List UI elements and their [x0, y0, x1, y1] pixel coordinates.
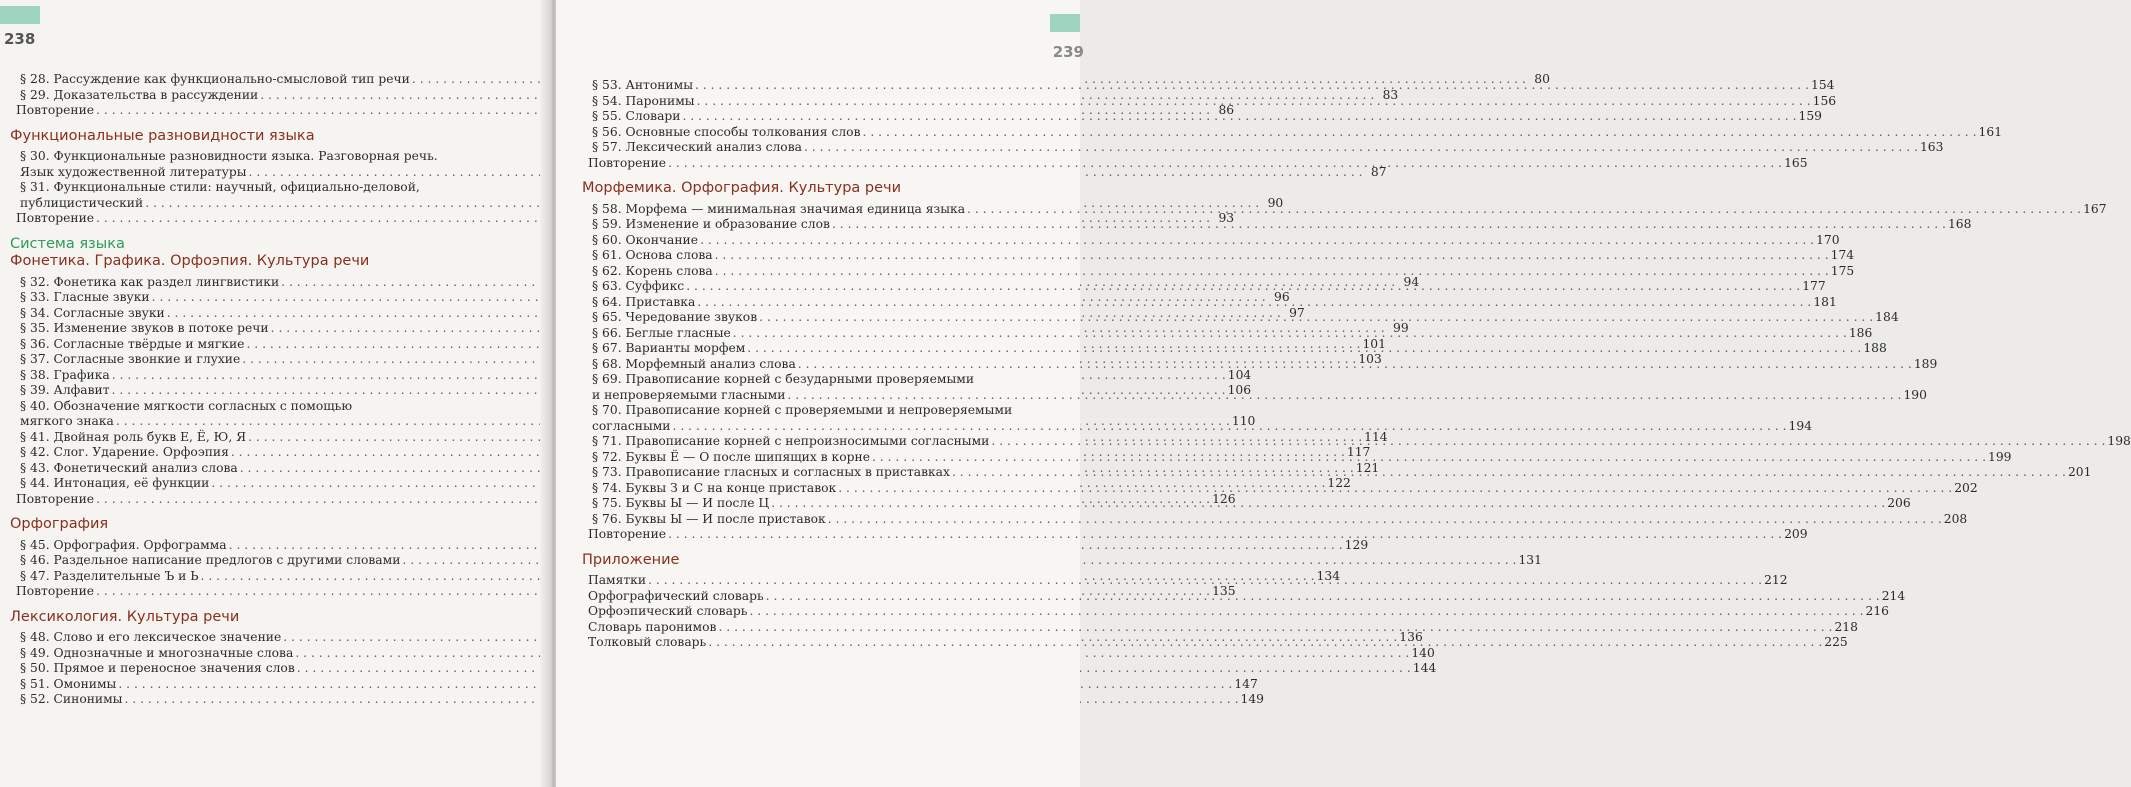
dot-leader: [749, 604, 1863, 620]
toc-page-number: 90: [1267, 195, 1284, 210]
toc-entry-title: § 60. Окончание: [592, 232, 699, 247]
toc-page-number: 189: [1913, 356, 1938, 371]
toc-page-number: 188: [1863, 341, 1887, 355]
toc-page-number: 134: [1316, 568, 1341, 583]
toc-page-number: 80: [1534, 72, 1550, 86]
chapter-heading: Орфография: [10, 516, 109, 532]
toc-entry[interactable]: [16, 645, 1435, 662]
dot-leader: [673, 419, 1787, 435]
dot-leader: [697, 94, 1811, 110]
toc-entry-title: § 74. Буквы З и С на конце приставок: [592, 480, 837, 495]
toc-entry-title[interactable]: § 31. Функциональные стили: научный, официально-деловой,: [20, 180, 420, 194]
toc-page-number: 214: [1881, 588, 1906, 603]
toc-page-number: 131: [1518, 553, 1542, 567]
toc-page-number: 117: [1346, 445, 1371, 459]
toc-page-number: 121: [1355, 460, 1380, 475]
dot-leader: [759, 310, 1873, 326]
toc-entry[interactable]: [588, 511, 1968, 528]
toc-entry-title: § 59. Изменение и образование слов: [592, 217, 830, 231]
chapter-heading: Морфемика. Орфография. Культура речи: [582, 180, 902, 196]
toc-page-number: 149: [1240, 692, 1264, 706]
toc-entry-title-continued: публицистический: [20, 195, 144, 210]
dot-leader: [798, 357, 1912, 373]
section-title: Система языка: [10, 235, 125, 252]
toc-entry-title: Повторение: [16, 211, 95, 225]
toc-entry-title: Толковый словарь: [588, 635, 707, 649]
toc-entry-title: § 56. Основные способы толкования слов: [592, 124, 861, 139]
toc-entry[interactable]: [588, 263, 1855, 280]
toc-page-number: 122: [1327, 476, 1351, 490]
toc-page-number: 165: [1784, 155, 1808, 170]
dot-leader: [682, 109, 1796, 125]
toc-entry-title: Повторение: [588, 527, 667, 541]
toc-page-number: 181: [1813, 294, 1837, 309]
toc-page-number: 96: [1274, 290, 1290, 304]
dot-leader: [695, 78, 1809, 94]
toc-page-number: 110: [1231, 414, 1256, 428]
toc-page-number: 161: [1978, 124, 2003, 139]
dot-leader: [708, 635, 1822, 651]
toc-page-number: 87: [1370, 164, 1387, 179]
toc-entry-title: Повторение: [16, 584, 95, 598]
toc-entry-title[interactable]: § 30. Функциональные разновидности языка. Разговорная речь.: [20, 149, 438, 163]
toc-entry[interactable]: [588, 619, 1858, 636]
toc-page-number: 101: [1362, 336, 1386, 351]
toc-page-number: 126: [1212, 491, 1236, 506]
toc-page-number: 216: [1865, 604, 1889, 618]
toc-entry-title: § 29. Доказательства в рассуждении: [20, 87, 259, 102]
toc-entry-title[interactable]: § 40. Обозначение мягкости согласных с помощью: [20, 398, 353, 413]
toc-page-number: 159: [1798, 109, 1822, 123]
chapter-heading: Функциональные разновидности языка: [10, 127, 315, 144]
toc-entry-title: Словарь паронимов: [588, 619, 717, 634]
toc-entry-title[interactable]: § 70. Правописание корней с проверяемыми и непроверяемыми: [592, 403, 1013, 417]
toc-entry-title: § 53. Антонимы: [592, 78, 693, 92]
toc-entry-title: Повторение: [16, 103, 95, 117]
toc-page-number: 168: [1947, 217, 1972, 231]
toc-entry[interactable]: [588, 604, 1889, 620]
toc-entry-title: § 38. Графика: [20, 367, 110, 382]
toc-entry-title: § 72. Буквы Ё — О после шипящих в корне: [592, 449, 870, 464]
toc-page-number: 209: [1784, 527, 1808, 541]
toc-page-number: 114: [1364, 429, 1388, 444]
dot-leader: [766, 589, 1880, 605]
toc-entry[interactable]: [16, 661, 1437, 677]
toc-entry-title: § 41. Двойная роль букв Е, Ё, Ю, Я: [20, 429, 247, 444]
toc-page-number: 177: [1802, 279, 1826, 293]
toc-entry-title: § 58. Морфема — минимальная значимая единица языка: [592, 201, 966, 216]
dot-leader: [863, 125, 1977, 141]
toc-entry-title: § 34. Согласные звуки: [20, 305, 165, 320]
toc-entry-title: § 33. Гласные звуки: [20, 290, 150, 304]
dot-leader: [952, 465, 2066, 481]
toc-entry-title-continued: и непроверяемыми гласными: [592, 387, 786, 402]
toc-entry-title: § 36. Согласные твёрдые и мягкие: [20, 336, 245, 351]
toc-entry[interactable]: [588, 248, 1855, 264]
dot-leader: [872, 450, 1986, 466]
toc-entry-title: § 50. Прямое и переносное значения слов: [20, 661, 295, 675]
dot-leader: [697, 295, 1811, 311]
toc-entry-title: § 67. Варианты морфем: [592, 341, 746, 355]
toc-entry-title: § 54. Паронимы: [592, 93, 695, 108]
toc-page-number: 174: [1830, 248, 1855, 262]
toc-page-number: 129: [1344, 537, 1369, 552]
toc-entry-title: § 57. Лексический анализ слова: [592, 140, 802, 154]
dot-leader: [838, 481, 1952, 497]
toc-entry-title: § 28. Рассуждение как функционально-смысловой тип речи: [20, 72, 410, 86]
chapter-heading: Фонетика. Графика. Орфоэпия. Культура речи: [10, 253, 370, 269]
toc-page-number: 218: [1834, 619, 1858, 634]
dot-leader: [668, 156, 1782, 172]
dot-leader: [733, 326, 1847, 342]
toc-entry[interactable]: [16, 537, 1369, 554]
page-number: 239: [1052, 43, 1084, 61]
toc-entry-title-continued: мягкого знака: [20, 414, 114, 428]
toc-entry[interactable]: [16, 676, 1258, 693]
toc-page-number: 99: [1393, 321, 1409, 335]
toc-entry-title: § 76. Буквы Ы — И после приставок: [592, 511, 826, 526]
toc-page-number: 106: [1227, 383, 1252, 397]
toc-page-number: 202: [1954, 480, 1978, 495]
toc-entry-title: § 43. Фонетический анализ слова: [20, 460, 238, 475]
dot-leader: [718, 620, 1832, 636]
toc-entry-title-continued: согласными: [592, 418, 671, 433]
toc-page-number: 103: [1358, 352, 1382, 366]
toc-entry-title: § 46. Раздельное написание предлогов с другими словами: [20, 553, 401, 567]
toc-entry-title: § 49. Однозначные и многозначные слова: [20, 645, 294, 660]
dot-leader: [648, 573, 1762, 589]
toc-entry-title-continued: Язык художественной литературы: [20, 164, 247, 179]
toc-page-number: 167: [2083, 201, 2107, 216]
dot-leader: [787, 388, 1901, 404]
toc-page-number: 190: [1903, 387, 1927, 402]
toc-page-number: 201: [2067, 465, 2092, 479]
dot-leader: [668, 527, 1782, 543]
toc-entry-title: § 32. Фонетика как раздел лингвистики: [20, 274, 280, 289]
dot-leader: [747, 341, 1861, 357]
toc-entry-title: § 42. Слог. Ударение. Орфоэпия: [20, 445, 229, 459]
toc-page-number: 94: [1403, 274, 1420, 289]
toc-page-number: 206: [1887, 496, 1911, 510]
toc-entry-title: § 73. Правописание гласных и согласных в приставках: [592, 465, 950, 479]
toc-entry[interactable]: [16, 692, 1264, 708]
toc-entry-title: § 61. Основа слова: [592, 248, 713, 262]
toc-page-number: 135: [1212, 584, 1236, 598]
toc-entry-title: § 39. Алфавит: [20, 383, 110, 397]
page-tab-marker: [0, 6, 40, 24]
chapter-heading: Лексикология. Культура речи: [10, 608, 240, 625]
toc-entry-title: § 75. Буквы Ы — И после Ц: [592, 496, 770, 510]
toc-entry-title: § 37. Согласные звонкие и глухие: [20, 352, 241, 366]
toc-entry-title: Орфоэпический словарь: [588, 604, 748, 618]
toc-page-number: 225: [1824, 635, 1848, 649]
toc-page-number: 147: [1234, 676, 1258, 691]
dot-leader: [991, 434, 2105, 450]
toc-entry-title: § 63. Суффикс: [592, 279, 685, 293]
toc-page-number: 83: [1382, 87, 1399, 102]
toc-entry-title: § 44. Интонация, её функции: [20, 476, 210, 490]
toc-page-number: 199: [1988, 449, 2012, 464]
toc-entry-title: § 55. Словари: [592, 109, 681, 123]
toc-page-number: 86: [1218, 103, 1235, 117]
toc-page-number: 163: [1919, 140, 1944, 154]
dot-leader: [771, 496, 1885, 512]
page-number: 238: [4, 30, 36, 48]
toc-entry-title: § 48. Слово и его лексическое значение: [20, 630, 282, 644]
toc-entry[interactable]: [588, 527, 1808, 543]
toc-entry-title: Повторение: [588, 155, 667, 170]
toc-entry[interactable]: [16, 164, 1387, 181]
page-tab-marker: [1050, 14, 1080, 32]
toc-entry-title: § 65. Чередование звуков: [592, 310, 758, 324]
toc-page-number: 194: [1788, 418, 1813, 433]
toc-entry-title: § 68. Морфемный анализ слова: [592, 356, 796, 371]
toc-entry-title: § 47. Разделительные Ъ и Ь: [20, 568, 199, 583]
toc-page-number: 97: [1289, 305, 1305, 320]
toc-entry-title: Памятки: [588, 573, 647, 587]
dot-leader: [967, 202, 2081, 218]
toc-page-number: 136: [1399, 630, 1423, 644]
toc-entry-title[interactable]: § 69. Правописание корней с безударными проверяемыми: [592, 372, 975, 386]
toc-entry-title: § 35. Изменение звуков в потоке речи: [20, 321, 269, 335]
dot-leader: [700, 233, 1814, 249]
toc-page-number: 154: [1811, 78, 1835, 92]
toc-entry-title: § 62. Корень слова: [592, 263, 713, 278]
dot-leader: [832, 217, 1946, 233]
toc-entry-title: § 64. Приставка: [592, 294, 696, 309]
dot-leader: [715, 264, 1829, 280]
toc-page-number: 184: [1875, 310, 1899, 324]
toc-page-number: 198: [2107, 434, 2131, 448]
dot-leader: [715, 248, 1829, 264]
toc-entry-title: § 51. Омонимы: [20, 676, 117, 691]
toc-page-number: 93: [1218, 211, 1235, 225]
toc-page-number: 212: [1764, 573, 1788, 587]
toc-entry[interactable]: [588, 232, 1840, 249]
toc-entry-title: Орфографический словарь: [588, 588, 764, 603]
toc-entry-title: § 52. Синонимы: [20, 692, 123, 706]
dot-leader: [828, 512, 1942, 528]
toc-page-number: 175: [1830, 263, 1855, 278]
toc-entry-title: Повторение: [16, 491, 95, 506]
toc-page-number: 140: [1411, 645, 1435, 660]
toc-entry-title: § 66. Беглые гласные: [592, 325, 731, 340]
toc-entry[interactable]: [588, 140, 1944, 156]
toc-entry-title: § 71. Правописание корней с непроизносимыми согласными: [592, 434, 990, 448]
toc-entry-title: § 45. Орфография. Орфограмма: [20, 537, 227, 552]
dot-leader: [686, 279, 1800, 295]
toc-page-number: 186: [1848, 325, 1873, 340]
toc-page-number: 208: [1943, 511, 1968, 526]
toc-page-number: 156: [1812, 93, 1837, 108]
toc-page-number: 170: [1816, 232, 1840, 247]
toc-page-number: 144: [1412, 661, 1437, 675]
chapter-heading: Приложение: [582, 551, 680, 568]
dot-leader: [804, 140, 1918, 156]
toc-entry[interactable]: [588, 124, 2003, 141]
toc-page-number: 104: [1227, 367, 1252, 382]
